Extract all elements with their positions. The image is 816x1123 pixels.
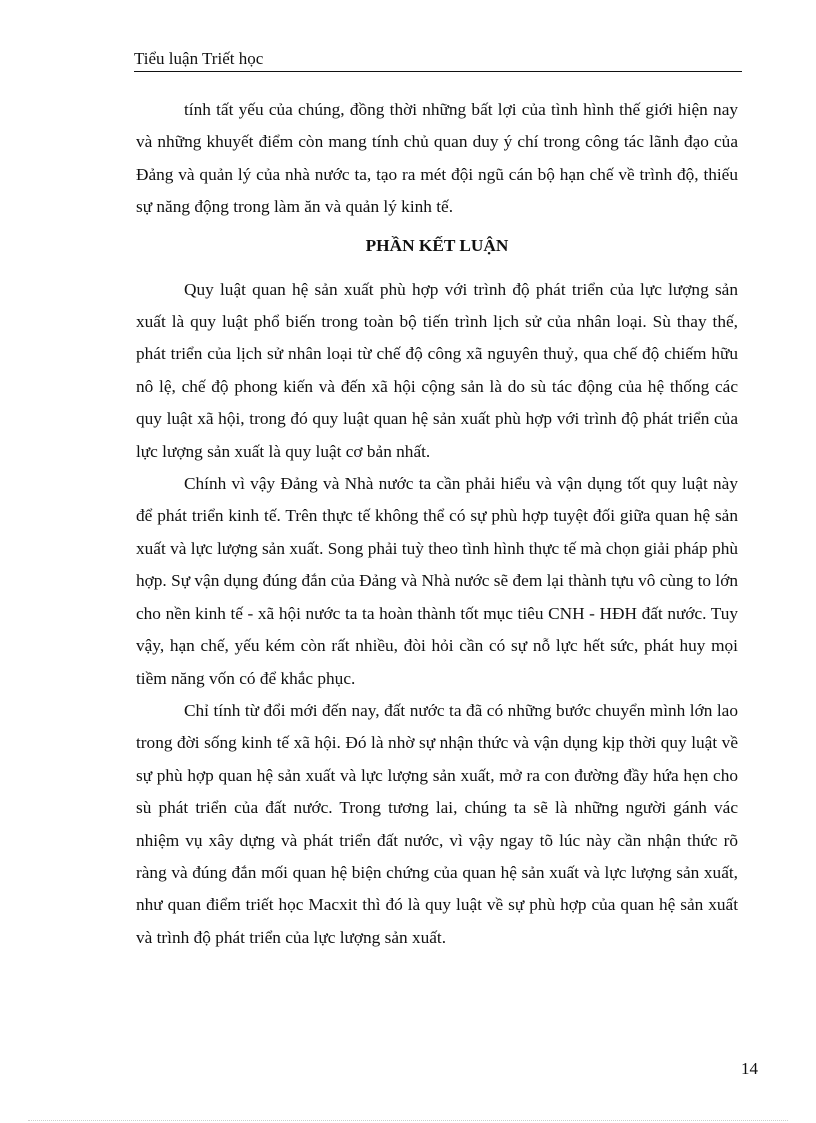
document-header-title: Tiểu luận Triết học xyxy=(134,49,264,68)
document-body xyxy=(136,94,738,954)
paragraph-1: Quy luật quan hệ sản xuất phù hợp với trình độ phát triển của lực lượng sản xuất là quy luật phổ biến trong toàn bộ tiến trình lịch sử của nhân loại. Sù thay thế, phát triển của lịch sử nhân loại từ chế độ công xã nguyên thuỷ, qua chế độ chiếm hữu nô lệ, chế độ phong kiến và đến xã hội cộng sản là do sù tác động của hệ thống các quy luật xã hội, trong đó quy luật quan hệ sản xuất phù hợp với trình độ phát triển của lực lượng sản xuất là quy luật cơ bản nhất. xyxy=(136,279,738,461)
header-rule xyxy=(134,71,742,72)
intro-paragraph: tính tất yếu của chúng, đồng thời những bất lợi của tình hình thế giới hiện nay và những khuyết điểm còn mang tính chủ quan duy ý chí trong công tác lãnh đạo của Đảng và quản lý của nhà nước ta, tạo ra mét đội ngũ cán bộ hạn chế về trình độ, thiếu sự năng động trong làm ăn và quản lý kinh tế. xyxy=(136,100,738,217)
section-heading: PHẦN KẾT LUẬN xyxy=(365,235,509,255)
page-bottom-border xyxy=(28,1120,788,1121)
paragraph-2: Chính vì vậy Đảng và Nhà nước ta cần phải hiểu và vận dụng tốt quy luật này để phát triển kinh tế. Trên thực tế không thể có sự phù hợp tuyệt đối giữa quan hệ sản xuất và lực lượng sản xuất. Song phải tuỳ theo tình hình thực tế mà chọn giải pháp phù hợp. Sự vận dụng đúng đắn của Đảng và Nhà nước sẽ đem lại thành tựu vô cùng to lớn cho nền kinh tế - xã hội nước ta ta hoàn thành tốt mục tiêu CNH - HĐH đất nước. Tuy vậy, hạn chế, yếu kém còn rất nhiều, đòi hỏi cần có sự nỗ lực hết sức, phát huy mọi tiềm năng vốn có để khắc phục. xyxy=(136,474,738,688)
paragraph-3: Chỉ tính từ đổi mới đến nay, đất nước ta đã có những bước chuyển mình lớn lao trong đời sống kinh tế xã hội. Đó là nhờ sự nhận thức và vận dụng kịp thời quy luật về sự phù hợp quan hệ sản xuất và lực lượng sản xuất, mở ra con đường đầy hứa hẹn cho sù phát triển của đất nước. Trong tương lai, chúng ta sẽ là những người gánh vác nhiệm vụ xây dựng và phát triển đất nước, vì vậy ngay tõ lúc này cần nhận thức rõ ràng và đúng đắn mối quan hệ biện chứng của quan hệ sản xuất và lực lượng sản xuất, như quan điểm triết học Macxit thì đó là quy luật về sự phù hợp của quan hệ sản xuất và trình độ phát triển của lực lượng sản xuất. xyxy=(136,700,738,947)
page-number: 14 xyxy=(741,1059,758,1078)
